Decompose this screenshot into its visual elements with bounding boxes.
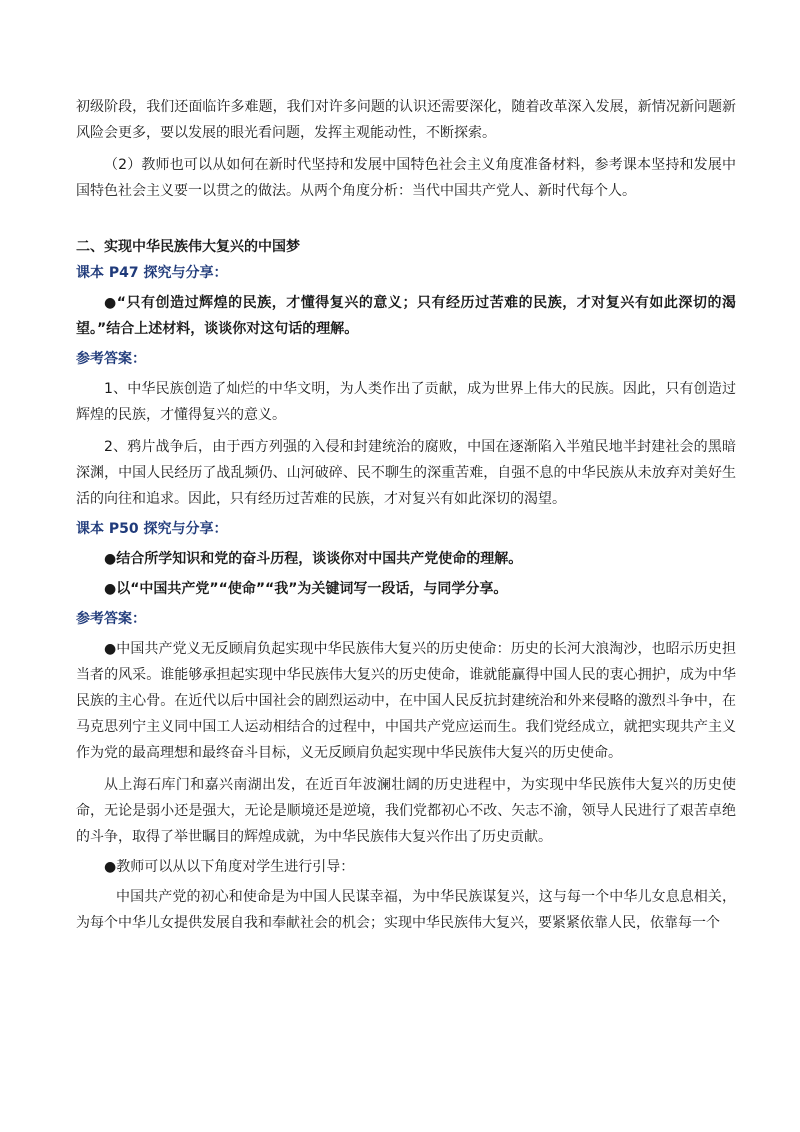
p50-question-2: ●以“中国共产党”“使命”“我”为关键词写一段话，与同学分享。 xyxy=(104,581,508,597)
p50-answer-1: ●中国共产党义无反顾肩负起实现中华民族伟大复兴的历史使命：历史的长河大浪淘沙，也昭示历史担当者的风采。谁能够承担起实现中华民族伟大复兴的历史使命，谁就能赢得中国人民的衷心拥护，成为中华民族的主心骨。在近代以后中国社会的剧烈运动中，在中国人民反抗封建统治和外来侵略的激烈斗争中，在马克思列宁主义同中国工人运动相结合的过程中，中国共产党应运而生。我们党经成立，就把实现共产主义作为党的最高理想和最终奋斗目标，义无反顾肩负起实现中华民族伟大复兴的历史使命。 xyxy=(76,641,736,761)
p50-guide-text: 中国共产党的初心和使命是为中国人民谋幸福，为中华民族谋复兴，这与每一个中华儿女息息相关，为每个中华儿女提供发展自我和奉献社会的机会；实现中华民族伟大复兴，要紧紧依靠人民，依靠每一个 xyxy=(76,889,736,931)
p50-answer-label: 参考答案： xyxy=(76,611,146,627)
p50-answer-2: 从上海石库门和嘉兴南湖出发，在近百年波澜壮阔的历史进程中，为实现中华民族伟大复兴的历史使命，无论是弱小还是强大，无论是顺境还是逆境，我们党都初心不改、矢志不渝，领导人民进行了艰苦卓绝的斗争，取得了举世瞩目的辉煌成就，为中华民族伟大复兴作出了历史贡献。 xyxy=(76,777,736,845)
document-page xyxy=(76,94,736,936)
p47-answer-2: 2、鸦片战争后，由于西方列强的入侵和封建统治的腐败，中国在逐渐陷入半殖民地半封建社会的黑暗深渊，中国人民经历了战乱频仍、山河破碎、民不聊生的深重苦难，自强不息的中华民族从未放弃对美好生活的向往和追求。因此，只有经历过苦难的民族，才对复兴有如此深切的渴望。 xyxy=(76,439,736,507)
p47-label: 课本 P47 探究与分享： xyxy=(76,265,228,281)
intro-paragraph-1: 初级阶段，我们还面临许多难题，我们对许多问题的认识还需要深化，随着改革深入发展，新情况新问题新风险会更多，要以发展的眼光看问题，发挥主观能动性，不断探索。 xyxy=(76,99,736,141)
p50-question-1: ●结合所学知识和党的奋斗历程，谈谈你对中国共产党使命的理解。 xyxy=(104,551,523,567)
p47-answer-1: 1、中华民族创造了灿烂的中华文明，为人类作出了贡献，成为世界上伟大的民族。因此，只有创造过辉煌的民族，才懂得复兴的意义。 xyxy=(76,381,736,423)
p47-question: ●“只有创造过辉煌的民族，才懂得复兴的意义；只有经历过苦难的民族，才对复兴有如此深切的渴望。”结合上述材料，谈谈你对这句话的理解。 xyxy=(76,295,736,337)
p47-answer-label: 参考答案： xyxy=(76,351,146,367)
p50-guide-label: ●教师可以从以下角度对学生进行引导： xyxy=(104,859,355,875)
p50-label: 课本 P50 探究与分享： xyxy=(76,521,228,537)
intro-paragraph-2: （2）教师也可以从如何在新时代坚持和发展中国特色社会主义角度准备材料，参考课本坚持和发展中国特色社会主义要一以贯之的做法。从两个角度分析：当代中国共产党人、新时代每个人。 xyxy=(76,157,736,199)
section-title: 二、实现中华民族伟大复兴的中国梦 xyxy=(76,239,300,255)
